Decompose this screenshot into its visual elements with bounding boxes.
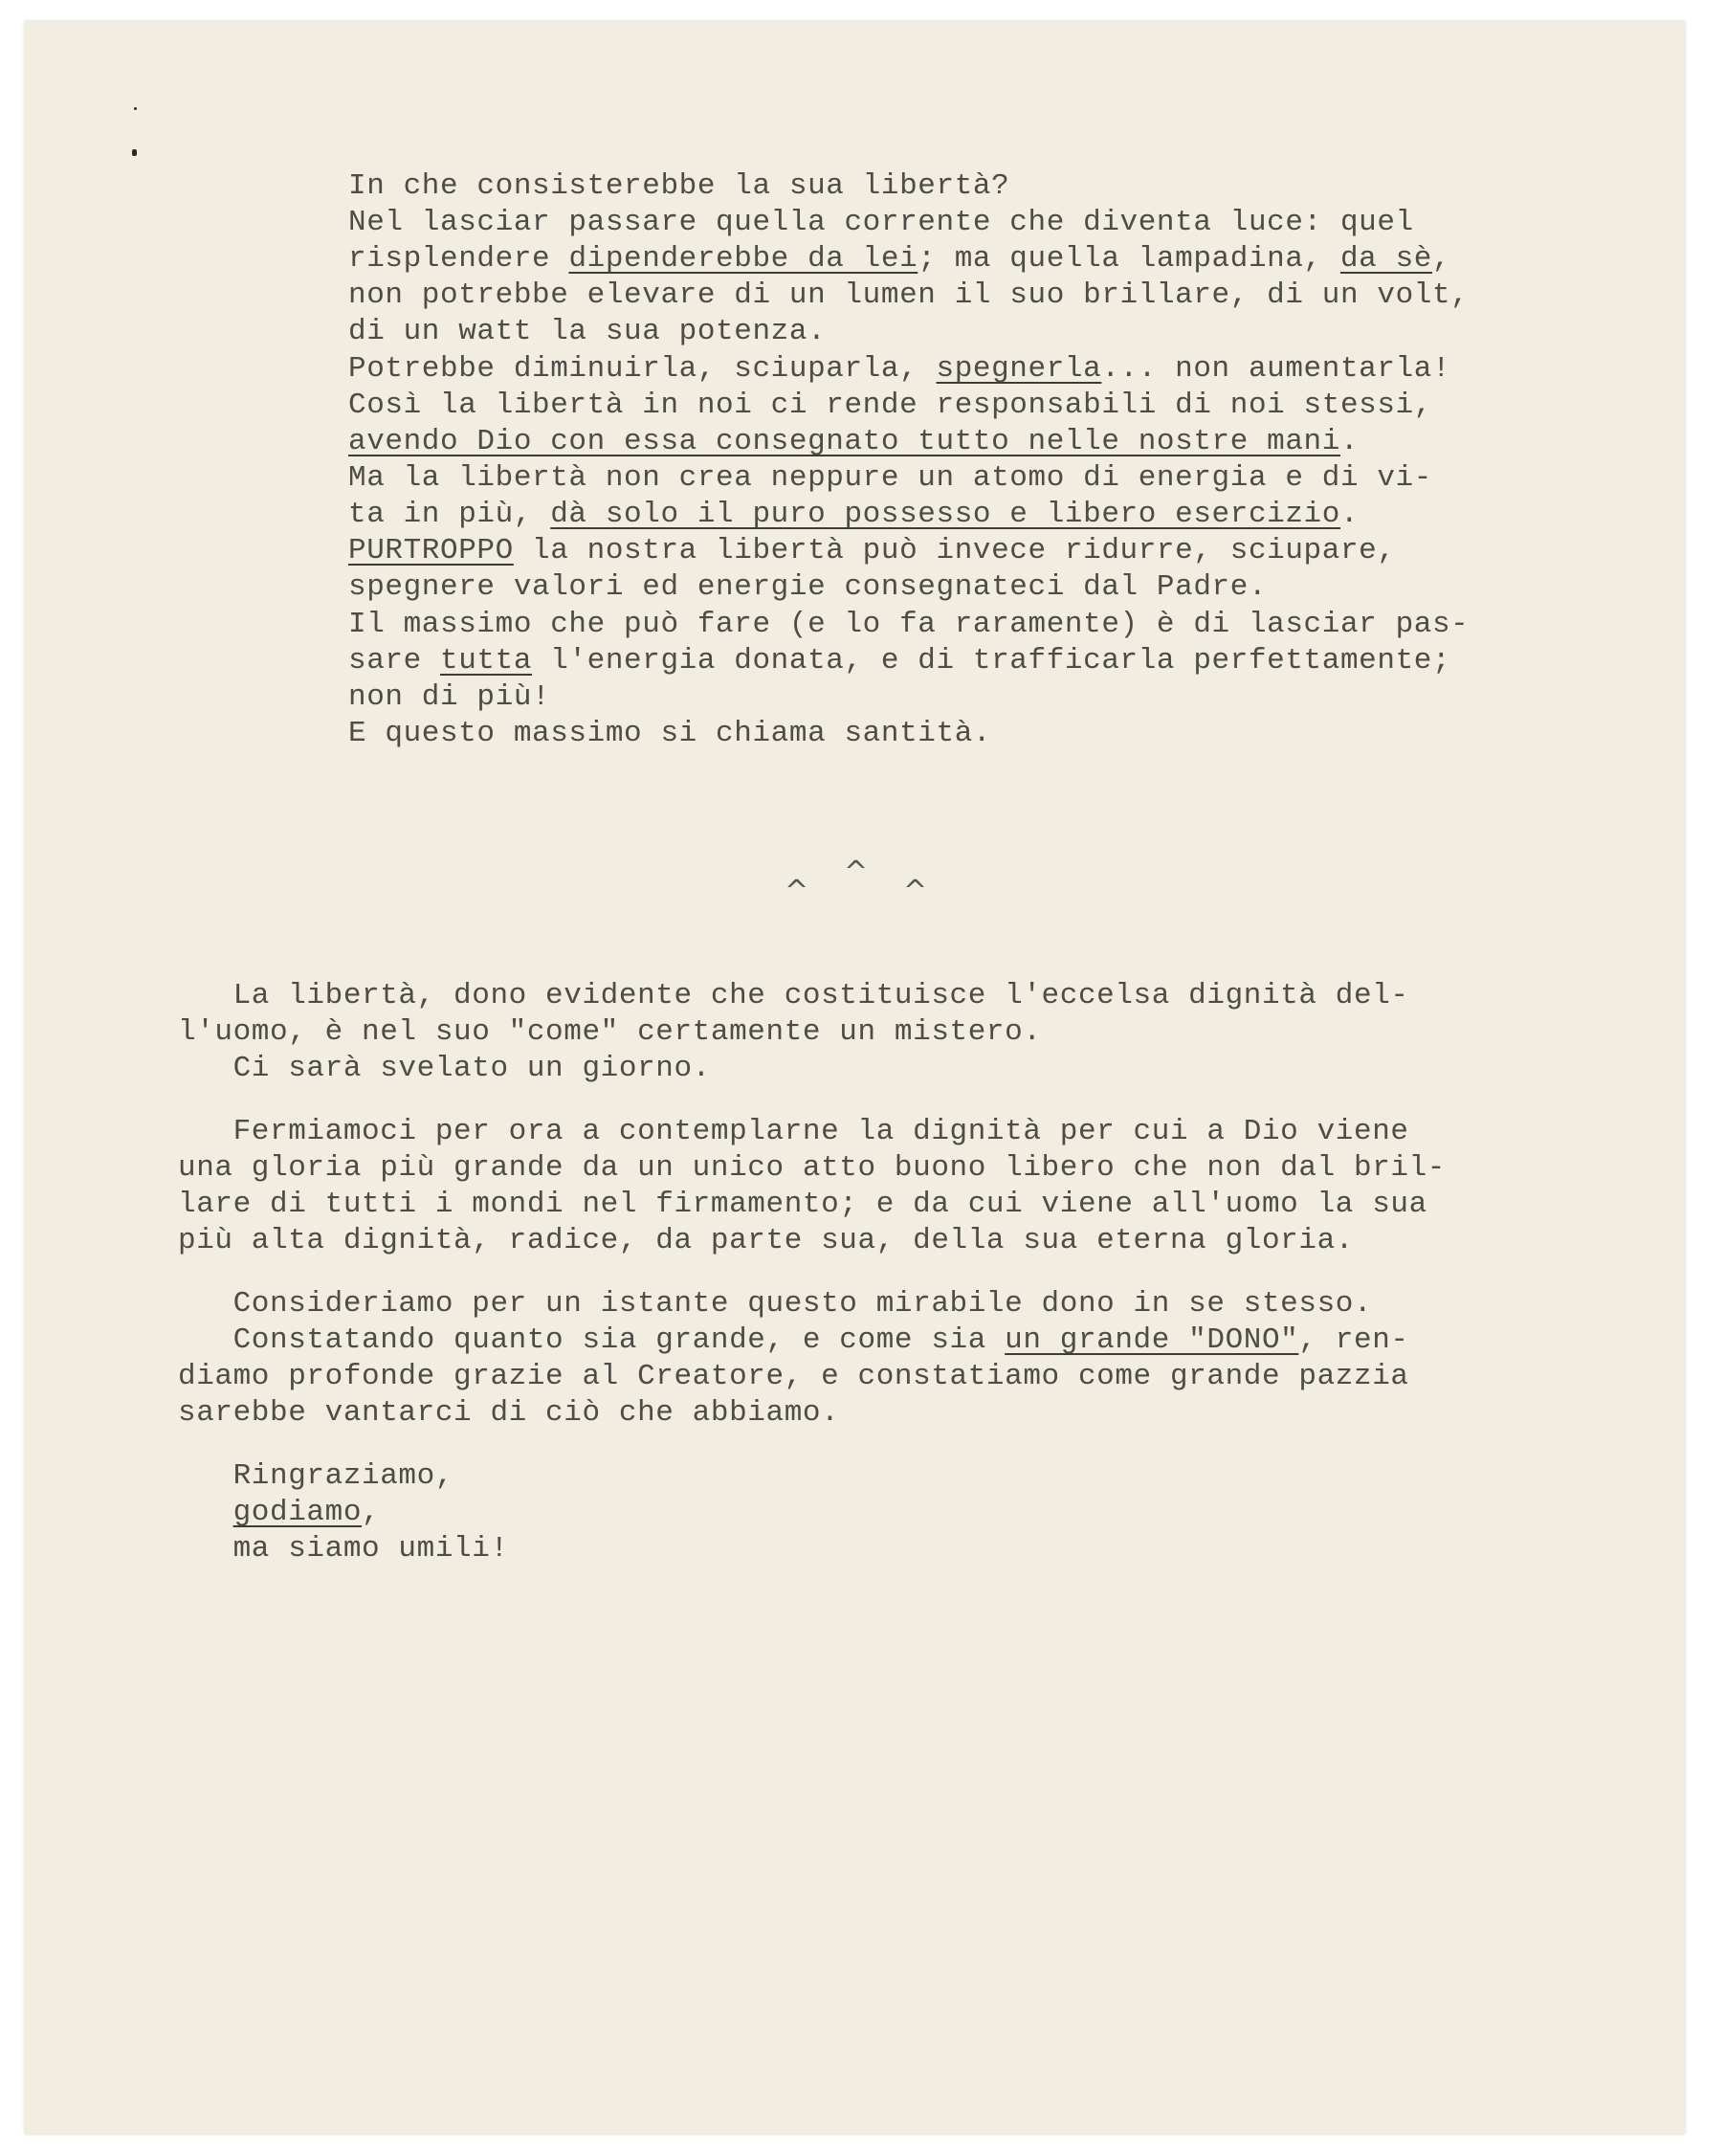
text-fragment: Fermiamoci per ora a contemplarne la dignità per cui a Dio viene [178, 1115, 1409, 1148]
text-line [178, 1495, 380, 1531]
text-line [348, 533, 1396, 569]
caret-mark: ^ [844, 856, 869, 889]
underlined-phrase: spegnerla [936, 352, 1102, 386]
caret-mark: ^ [903, 875, 928, 908]
text-line [348, 168, 1009, 205]
text-line [178, 1359, 1409, 1395]
text-fragment: Constatando quanto sia grande, e come sia [178, 1323, 1006, 1357]
text-line [348, 424, 1359, 460]
text-fragment: lare di tutti i mondi nel firmamento; e da cui viene all'uomo la sua [178, 1188, 1427, 1221]
text-fragment: una gloria più grande da un unico atto buono libero che non dal bril- [178, 1151, 1447, 1185]
text-fragment: l'uomo, è nel suo "come" certamente un mistero. [178, 1015, 1042, 1049]
text-line [348, 314, 826, 350]
text-line [348, 460, 1432, 497]
text-line [348, 497, 1359, 533]
typewritten-page [25, 21, 1685, 2134]
ink-speck [132, 149, 137, 156]
text-fragment: Ma la libertà non crea neppure un atomo di energia e di vi- [348, 461, 1432, 495]
text-line [178, 1051, 711, 1087]
text-fragment: ma siamo umili! [178, 1532, 509, 1566]
text-fragment: La libertà, dono evidente che costituisce l'eccelsa dignità del- [178, 979, 1409, 1012]
text-fragment: sare [348, 644, 441, 678]
text-fragment: più alta dignità, radice, da parte sua, della sua eterna gloria. [178, 1224, 1354, 1257]
ink-speck [134, 107, 137, 110]
text-line [178, 1223, 1354, 1259]
underlined-phrase: da sè [1339, 242, 1432, 276]
text-line [178, 1187, 1427, 1223]
text-fragment: . [1339, 498, 1360, 531]
text-fragment: Consideriamo per un istante questo mirabile dono in se stesso. [178, 1287, 1373, 1321]
underlined-phrase: dà solo il puro possesso e libero esercizio [550, 498, 1340, 531]
underlined-phrase: dipenderebbe da lei [568, 242, 918, 276]
text-fragment: diamo profonde grazie al Creatore, e constatiamo come grande pazzia [178, 1360, 1409, 1393]
text-fragment: Il massimo che può fare (e lo fa raramente) è di lasciar pas- [348, 608, 1470, 641]
text-fragment: . [1339, 425, 1360, 458]
text-line [178, 1286, 1372, 1322]
text-line [178, 1395, 839, 1432]
text-line [348, 351, 1450, 388]
text-line [178, 1114, 1409, 1150]
text-fragment: Così la libertà in noi ci rende responsabili di noi stessi, [348, 389, 1432, 422]
text-fragment: sarebbe vantarci di ciò che abbiamo. [178, 1396, 840, 1430]
text-line [348, 607, 1469, 643]
text-line [178, 978, 1409, 1014]
text-fragment: , ren- [1298, 1323, 1409, 1357]
text-fragment: , [1431, 242, 1451, 276]
text-line [348, 241, 1450, 278]
text-fragment: di un watt la sua potenza. [348, 315, 827, 348]
text-line [178, 1322, 1409, 1359]
text-line [348, 388, 1432, 424]
text-fragment: Ci sarà svelato un giorno. [178, 1052, 711, 1085]
text-line [348, 716, 991, 752]
underlined-phrase: avendo Dio con essa consegnato tutto nelle nostre mani [348, 425, 1340, 458]
text-line [348, 278, 1469, 314]
text-fragment: , [362, 1496, 381, 1529]
text-fragment: l'energia donata, e di trafficarla perfettamente; [532, 644, 1451, 678]
text-fragment: ; ma quella lampadina, [918, 242, 1340, 276]
text-line [348, 679, 550, 716]
text-fragment: Potrebbe diminuirla, sciuparla, [348, 352, 937, 386]
underlined-phrase: un grande "DONO" [1005, 1323, 1299, 1357]
text-line [178, 1150, 1446, 1187]
text-line [348, 205, 1414, 241]
text-fragment: non di più! [348, 680, 551, 714]
text-fragment: non potrebbe elevare di un lumen il suo brillare, di un volt, [348, 278, 1470, 312]
text-fragment: ta in più, [348, 498, 551, 531]
text-line [178, 1458, 453, 1495]
text-fragment: la nostra libertà può invece ridurre, sciupare, [513, 534, 1396, 567]
text-fragment: E questo massimo si chiama santità. [348, 717, 992, 750]
text-fragment: In che consisterebbe la sua libertà? [348, 169, 1010, 203]
underlined-phrase: tutta [440, 644, 533, 678]
text-line [178, 1531, 509, 1567]
text-fragment [178, 1496, 233, 1529]
underlined-phrase: godiamo [232, 1496, 363, 1529]
text-fragment: Ringraziamo, [178, 1459, 454, 1493]
text-fragment: spegnere valori ed energie consegnateci dal Padre. [348, 570, 1268, 604]
text-line [348, 643, 1450, 679]
caret-mark: ^ [785, 875, 809, 908]
text-line [348, 569, 1267, 606]
text-fragment: ... non aumentarla! [1101, 352, 1451, 386]
text-line [178, 1014, 1042, 1051]
text-fragment: Nel lasciar passare quella corrente che diventa luce: quel [348, 206, 1414, 239]
text-fragment: risplendere [348, 242, 569, 276]
underlined-phrase: PURTROPPO [348, 534, 514, 567]
